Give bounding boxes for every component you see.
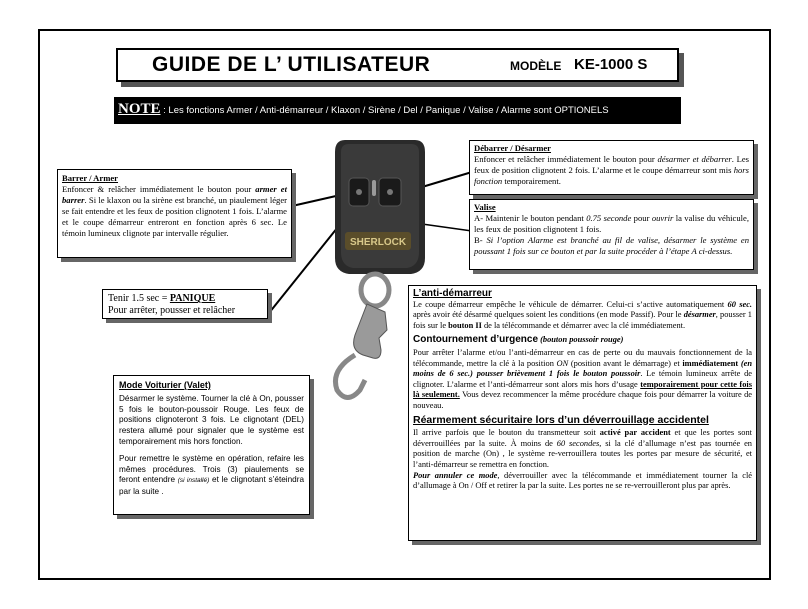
note-label: NOTE: [118, 101, 161, 117]
model-code: KE-1000 S: [574, 56, 648, 73]
key-ring: [361, 274, 389, 306]
panique-label: PANIQUE: [169, 293, 216, 304]
valise-title: Valise: [474, 202, 496, 212]
voiturier-box: Mode Voiturier (Valet) Désarmer le système. Tourner la clé à On, pousser 5 fois le bouton-poussoir Rouge. Les feux de positions clignoteront 3 fois. Le clignotant (DEL) restera allumé pour signaler que le système est temporairement mis hors fonction. Pour remettre le système en opération, refaire les mêmes procédures. Trois (3) piaulements se feront entendre (si installé) et le clignotant s’éteindra par la suite .: [113, 375, 310, 515]
brand-logo: SHERLOCK: [349, 237, 407, 248]
model-label: MODÈLE: [510, 59, 562, 73]
panique-box: Tenir 1.5 sec = PANIQUE Pour arrêter, pousser et relâcher: [102, 289, 268, 319]
contournement-title: Contournement d’urgence: [413, 334, 539, 346]
voiturier-title: Mode Voiturier (Valet): [119, 380, 211, 390]
note-text: : Les fonctions Armer / Anti-démarreur / Klaxon / Sirène / Del / Panique / Valise / Alarme sont OPTIONELS: [160, 105, 609, 116]
info-box: L’anti-démarreur Le coupe démarreur empêche le véhicule de démarrer. Celui-ci s’active automatiquement 60 sec. après avoir été désarmé quelques soient les conditions (en mode Passif). Pour le désarmer, pousser 1 fois sur le bouton II de la télécommande et démarrer avec la clé immédiatement. Contournement d’urgence (bouton poussoir rouge) Pour arrêter l’alarme et/ou l’anti-démarreur en cas de perte ou du mauvais fonctionnement de la télécommande, mettre la clé à la position ON (position avant le démarrage) et immédiatement (en moins de 6 sec.) pousser brièvement 1 fois le bouton poussoir. Le témoin lumineux arrête de clignoter. L’alarme et l’anti-démarreur sont alors mis hors d’usage temporairement pour cette fois là seulement. Vous devez recommencer la même procédure chaque fois pour démarrer la voiture de nouveau. Réarmement sécuritaire lors d’un déverrouillage accidentel Il arrive parfois que le bouton du transmetteur soit activé par accident et que les portes sont déverrouillées par la suite. À moins de 60 secondes, si la clé d’allumage n’est pas tournée en position de marche (On) , le système re-verrouillera toutes les portes par mesure de sécurité, et l’anti-démarreur se remettra en fonction. Pour annuler ce mode, déverrouiller avec la télécommande et immédiatement tourner la clé d’allumage à On / Off et retirer la par la suite. Les portes ne se re-verrouilleront plus par après.: [408, 285, 757, 541]
led-indicator: [372, 180, 376, 196]
debarrer-box: Débarrer / Désarmer Enfoncer et relâcher immédiatement le bouton pour désarmer et débarrer. Les feux de position clignotent 2 fois. L’alarme et le coupe démarreur sont mis hors fonction temporairement.: [469, 140, 754, 195]
rearmement-title: Réarmement sécuritaire lors d’un déverrouillage accidentel: [413, 413, 709, 426]
anti-demarreur-title: L’anti-démarreur: [413, 288, 492, 299]
barrer-title: Barrer / Armer: [62, 173, 118, 183]
guide-title: GUIDE DE L’ UTILISATEUR: [152, 53, 431, 76]
barrer-armer-box: Barrer / Armer Enfoncer & relâcher immédiatement le bouton pour armer et barrer. Si le klaxon ou la sirène est branché, un piaulement léger se fait entendre et les feux de position clignotent 1 fois. L’alarme et le coupe démarreur entreront en fonction après 6 sec. Le témoin lumineux clignote par intervalle régulier.: [57, 169, 292, 258]
debarrer-title: Débarrer / Désarmer: [474, 143, 551, 153]
valise-box: Valise A- Maintenir le bouton pendant 0.75 seconde pour ouvrir la valise du véhicule, les feux de position clignotent 1 fois. B- Si l’option Alarme est branché au fil de valise, désarmer le système en poussant 1 fois sur ce bouton et par la suite procéder à l’étape A ci-dessus.: [469, 199, 754, 270]
key-clip: [335, 355, 365, 398]
